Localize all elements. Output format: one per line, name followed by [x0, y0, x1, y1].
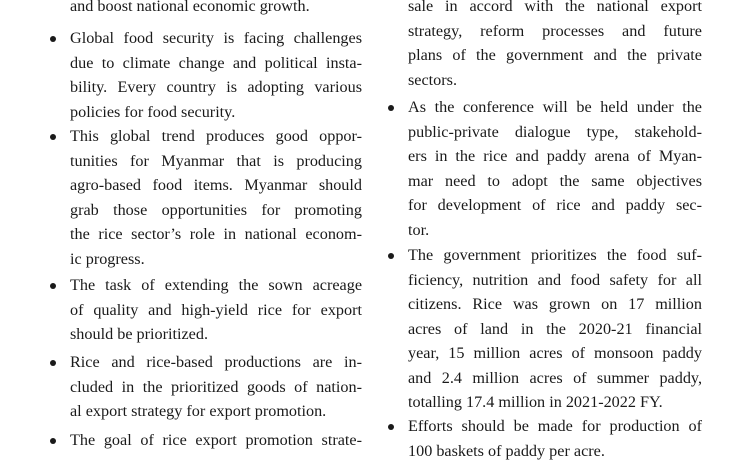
text-line: and boost national economic growth. [70, 0, 362, 19]
text-line: ers in the rice and paddy arena of Myan- [408, 144, 702, 169]
text-line: totalling 17.4 million in 2021-2022 FY. [408, 390, 702, 415]
text-line: grab those opportunities for promoting [70, 198, 362, 223]
text-line: cluded in the prioritized goods of nation- [70, 375, 362, 400]
text-line: public-private dialogue type, stakehold- [408, 120, 702, 145]
left-bullet-3 [48, 273, 362, 347]
text-line: The goal of rice export promotion strate- [70, 428, 362, 453]
left-bullet-5 [48, 428, 362, 453]
text-line: should be prioritized. [70, 322, 362, 347]
text-line: strategy, reform processes and future [408, 19, 702, 44]
text-line: the rice sector’s role in national econom- [70, 222, 362, 247]
bullet-icon [50, 36, 56, 42]
bullet-icon [388, 105, 394, 111]
text-line: due to climate change and political insta- [70, 51, 362, 76]
text-line: Efforts should be made for production of [408, 414, 702, 439]
text-line: As the conference will be held under the [408, 95, 702, 120]
text-line: ic progress. [70, 247, 362, 272]
text-line: and 2.4 million acres of summer paddy, [408, 366, 702, 391]
text-line: The task of extending the sown acreage [70, 273, 362, 298]
text-line: tunities for Myanmar that is producing [70, 149, 362, 174]
text-line: sectors. [408, 68, 702, 93]
right-bullet-3 [386, 414, 702, 463]
bullet-icon [50, 438, 56, 444]
text-line: tor. [408, 218, 702, 243]
text-line: Rice and rice-based productions are in- [70, 350, 362, 375]
bullet-icon [50, 134, 56, 140]
bullet-icon [50, 283, 56, 289]
left-bullet-1 [48, 26, 362, 124]
text-line: ficiency, nutrition and food safety for all [408, 268, 702, 293]
text-line: of quality and high-yield rice for export [70, 298, 362, 323]
text-line: al export strategy for export promotion. [70, 399, 362, 424]
text-line: This global trend produces good oppor- [70, 124, 362, 149]
right-bullet-1 [386, 95, 702, 242]
right-bullet-2 [386, 243, 702, 415]
left-bullet-4 [48, 350, 362, 424]
left-fragment-top [48, 0, 362, 19]
bullet-icon [388, 424, 394, 430]
text-line: policies for food security. [70, 100, 362, 125]
bullet-icon [388, 253, 394, 259]
left-bullet-2 [48, 124, 362, 271]
text-line: sale in accord with the national export [408, 0, 702, 19]
text-line: agro-based food items. Myanmar should [70, 173, 362, 198]
text-line: plans of the government and the private [408, 43, 702, 68]
text-line: bility. Every country is adopting various [70, 75, 362, 100]
text-line: 100 baskets of paddy per acre. [408, 439, 702, 463]
right-fragment-top [386, 0, 702, 92]
bullet-icon [50, 360, 56, 366]
text-line: acres of land in the 2020-21 financial [408, 317, 702, 342]
text-line: Global food security is facing challenges [70, 26, 362, 51]
text-line: citizens. Rice was grown on 17 million [408, 292, 702, 317]
text-line: year, 15 million acres of monsoon paddy [408, 341, 702, 366]
text-line: The government prioritizes the food suf- [408, 243, 702, 268]
text-line: mar need to adopt the same objectives [408, 169, 702, 194]
text-line: for development of rice and paddy sec- [408, 193, 702, 218]
